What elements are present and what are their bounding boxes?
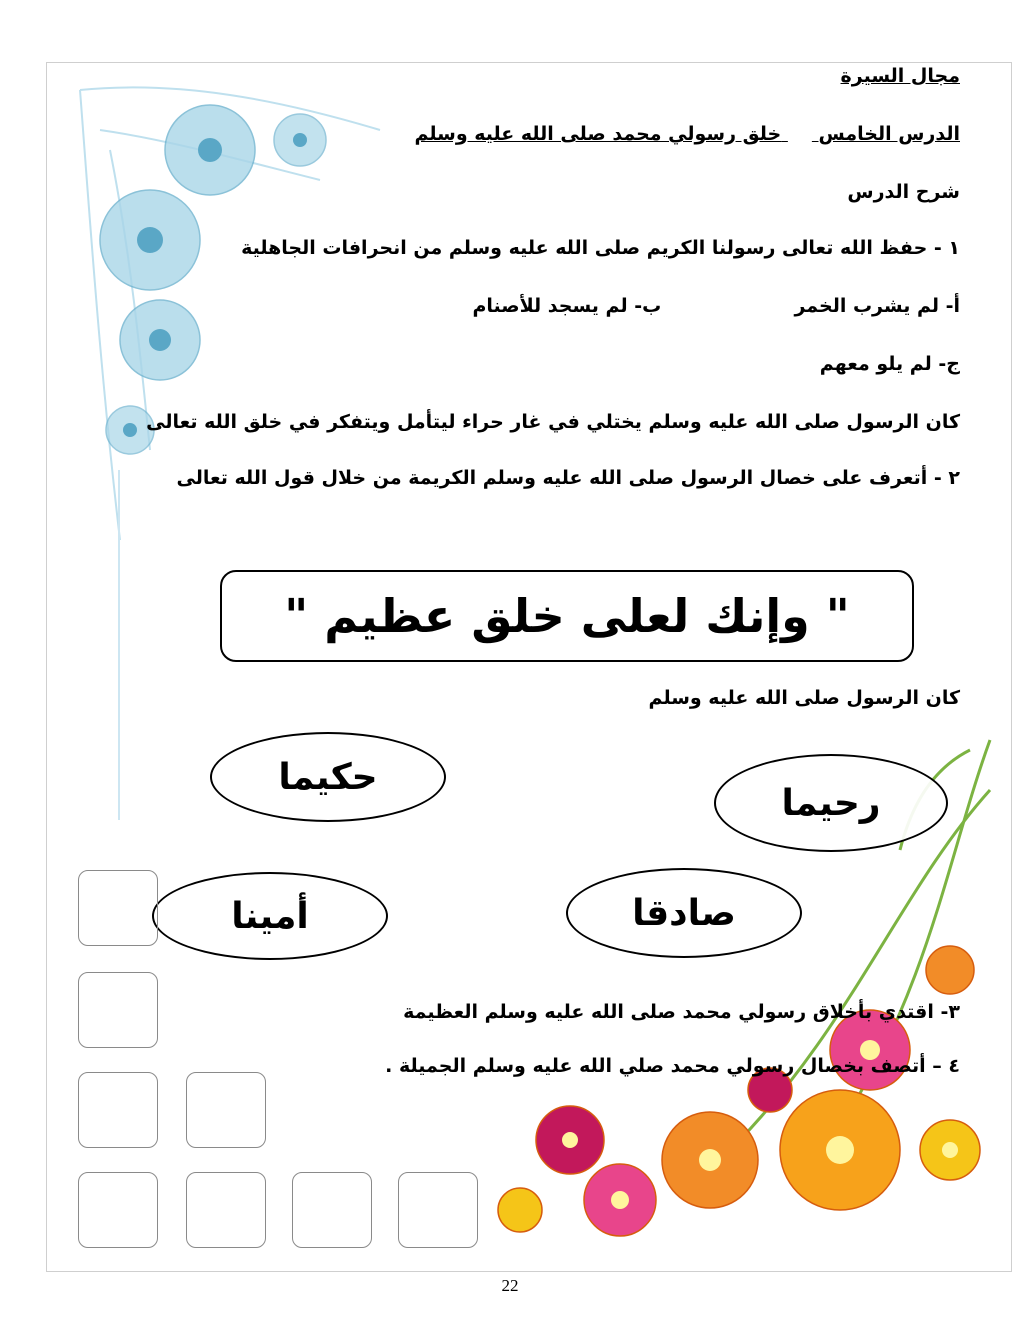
point-2: ٢ - أتعرف على خصال الرسول صلى الله عليه وسلم الكريمة من خلال قول الله تعالى <box>176 467 960 489</box>
decor-square <box>78 870 158 946</box>
trait-oval-merciful <box>714 754 948 852</box>
point-1: ١ - حفظ الله تعالى رسولنا الكريم صلى الله عليه وسلم من انحرافات الجاهلية <box>241 237 960 259</box>
options-row <box>472 294 960 318</box>
trait-oval-wise <box>210 732 446 822</box>
decor-square <box>398 1172 478 1248</box>
trait-oval-trustworthy <box>152 872 388 960</box>
explanation-heading: شرح الدرس <box>847 181 960 203</box>
domain-heading: مجال السيرة <box>840 65 960 87</box>
lesson-title: خلق رسولي محمد صلى الله عليه وسلم <box>414 123 782 145</box>
decor-square <box>78 972 158 1048</box>
lesson-heading <box>414 122 960 146</box>
trait-oval-truthful <box>566 868 802 958</box>
sentence-hira: كان الرسول صلى الله عليه وسلم يختلي في غار حراء ليتأمل ويتفكر في خلق الله تعالى <box>146 411 960 433</box>
point-3: ٣- اقتدي بأخلاق رسولي محمد صلى الله عليه وسلم العظيمة <box>403 1001 960 1023</box>
trait-wise: حكيما <box>278 756 378 798</box>
option-a: أ- لم يشرب الخمر <box>794 295 960 317</box>
decor-square <box>186 1172 266 1248</box>
verse-box <box>220 570 914 662</box>
trait-merciful: رحيما <box>781 782 881 824</box>
lesson-number: الدرس الخامس <box>818 123 960 145</box>
option-b: ب- لم يسجد للأصنام <box>472 295 662 317</box>
decorative-vertical-line <box>118 470 120 820</box>
verse-text: " وإنك لعلى خلق عظيم " <box>284 589 850 643</box>
decor-square <box>186 1072 266 1148</box>
trait-trustworthy: أمينا <box>231 895 309 937</box>
decor-square <box>78 1072 158 1148</box>
trait-truthful: صادقا <box>632 892 736 934</box>
option-c: ج- لم يلو معهم <box>819 353 960 375</box>
decor-square <box>292 1172 372 1248</box>
decor-square <box>78 1172 158 1248</box>
point-4: ٤ – أتصف بخصال رسولي محمد صلي الله عليه وسلم الجميلة . <box>385 1055 960 1077</box>
page-number: 22 <box>501 1276 519 1295</box>
was-prophet-line: كان الرسول صلى الله عليه وسلم <box>648 687 960 709</box>
